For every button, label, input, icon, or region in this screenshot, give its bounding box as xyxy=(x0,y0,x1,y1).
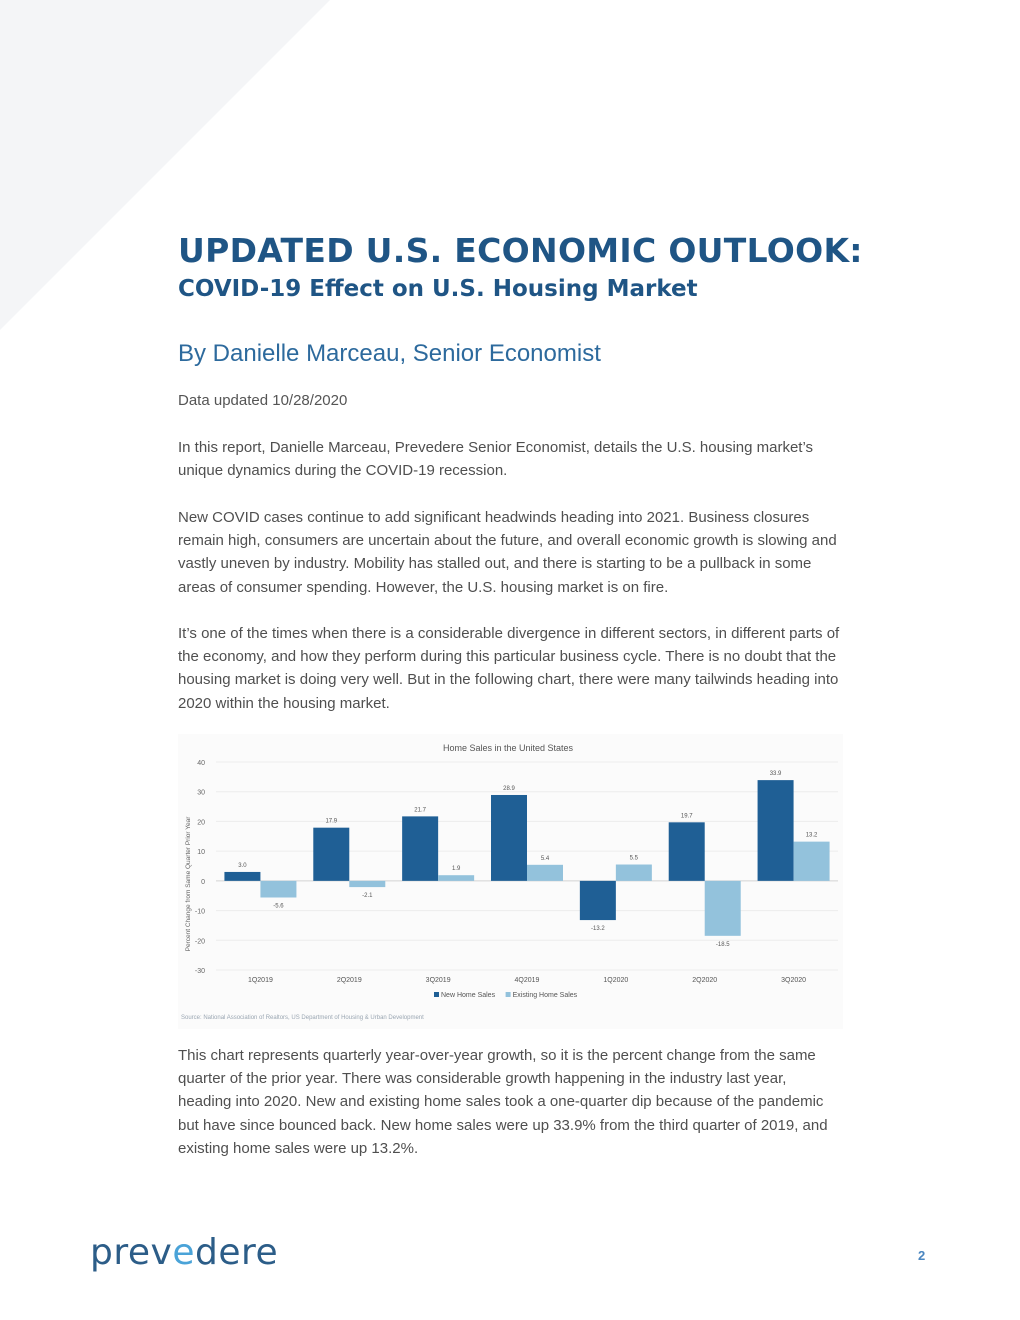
bar-new-home-sales xyxy=(580,881,616,920)
bar-existing-home-sales xyxy=(616,865,652,881)
x-tick-label: 1Q2020 xyxy=(603,977,629,984)
bar-value-label: 1.9 xyxy=(451,866,461,873)
data-updated-note: Data updated 10/28/2020 xyxy=(178,392,348,409)
bar-value-label: 3.0 xyxy=(238,862,247,869)
bar-new-home-sales xyxy=(491,795,527,881)
bar-existing-home-sales xyxy=(349,881,385,887)
bar-new-home-sales xyxy=(758,780,794,881)
x-tick-label: 4Q2019 xyxy=(514,977,540,984)
bar-value-label: 28.9 xyxy=(503,785,515,792)
y-tick-label: 30 xyxy=(197,789,205,797)
chart-title: Home Sales in the United States xyxy=(442,743,574,753)
bar-new-home-sales xyxy=(313,828,349,881)
bar-value-label: -5.6 xyxy=(273,903,284,910)
x-tick-label: 1Q2019 xyxy=(247,977,273,984)
paragraph-divergence: It’s one of the times when there is a considerable divergence in different sectors, in different parts of the economy, and how they perform during this particular business cycle. There is no doubt that the housing market is doing very well. But in the following chart, there were many tailwinds heading into 2020 within the housing market. xyxy=(178,625,840,712)
bar-new-home-sales xyxy=(224,872,260,881)
byline: By Danielle Marceau, Senior Economist xyxy=(178,340,601,367)
y-tick-label: 10 xyxy=(197,849,205,857)
bar-existing-home-sales xyxy=(794,842,830,881)
document-body xyxy=(178,228,863,1157)
x-axis-ticks xyxy=(248,977,806,984)
chart-legend xyxy=(434,992,578,999)
y-tick-label: -30 xyxy=(194,968,205,975)
paragraph-intro: In this report, Danielle Marceau, Prevedere Senior Economist, details the U.S. housing market’s unique dynamics during the COVID-19 recession. xyxy=(178,439,814,480)
bar-value-label: 5.5 xyxy=(629,855,639,862)
bar-value-label: 13.2 xyxy=(805,832,818,839)
chart-source: Source: National Association of Realtors, US Department of Housing & Urban Development xyxy=(181,1015,424,1021)
page-title: UPDATED U.S. ECONOMIC OUTLOOK: xyxy=(178,231,863,270)
prevedere-logo xyxy=(90,1232,278,1273)
paragraph-chart-explanation: This chart represents quarterly year-over-year growth, so it is the percent change from the same quarter of the prior year. There was considerable growth happening in the industry last year, heading into 2020. New and existing home sales took a one-quarter dip because of the pandemic but have since bounced back. New home sales were up 33.9% from the third quarter of 2019, and existing home sales were up 13.2%. xyxy=(178,1047,828,1157)
bar-value-label: 5.4 xyxy=(540,855,550,862)
bar-existing-home-sales xyxy=(705,881,741,936)
home-sales-chart xyxy=(178,734,843,1029)
bar-new-home-sales xyxy=(669,822,705,881)
x-tick-label: 2Q2019 xyxy=(336,977,362,984)
legend-swatch xyxy=(506,992,511,997)
bar-value-label: 33.9 xyxy=(769,771,782,778)
bar-value-label: -2.1 xyxy=(362,893,373,900)
paragraph-covid: New COVID cases continue to add significant headwinds heading into 2021. Business closures remain high, consumers are uncertain about the future, and overall economic growth is slowing and vastly uneven by industry. Mobility has stalled out, and there is starting to be a pullback in some areas of consumer spending. However, the U.S. housing market is on fire. xyxy=(178,509,837,596)
bar-existing-home-sales xyxy=(438,875,474,881)
logo-text-post: dere xyxy=(194,1232,279,1273)
y-tick-label: -10 xyxy=(194,908,205,916)
page-subtitle: COVID-19 Effect on U.S. Housing Market xyxy=(178,276,698,302)
bar-existing-home-sales xyxy=(527,865,563,881)
y-tick-label: -20 xyxy=(194,938,205,946)
y-axis-ticks xyxy=(195,760,205,975)
logo-text-pre: prev xyxy=(90,1232,173,1273)
page-number: 2 xyxy=(918,1248,926,1263)
bar-new-home-sales xyxy=(402,816,438,880)
bar-value-label: 21.7 xyxy=(414,807,426,814)
bar-value-label: 19.7 xyxy=(680,813,693,820)
x-tick-label: 3Q2019 xyxy=(425,977,451,984)
x-tick-label: 2Q2020 xyxy=(692,977,718,984)
legend-label: New Home Sales xyxy=(441,992,496,999)
chart-svg xyxy=(178,734,843,1029)
x-tick-label: 3Q2020 xyxy=(781,977,807,984)
bar-value-label: -13.2 xyxy=(591,926,605,933)
bar-existing-home-sales xyxy=(260,881,296,898)
y-tick-label: 40 xyxy=(197,760,205,767)
y-tick-label: 0 xyxy=(201,878,205,886)
y-axis-label: Percent Change from Same Quarter Prior Year xyxy=(185,816,192,952)
chart-bars xyxy=(224,780,829,936)
bar-value-label: -18.5 xyxy=(715,941,730,948)
bar-value-label: 17.9 xyxy=(325,818,338,825)
legend-label: Existing Home Sales xyxy=(512,992,578,999)
legend-swatch xyxy=(434,992,439,997)
y-tick-label: 20 xyxy=(197,819,205,827)
logo-text-accent: e xyxy=(172,1232,195,1273)
